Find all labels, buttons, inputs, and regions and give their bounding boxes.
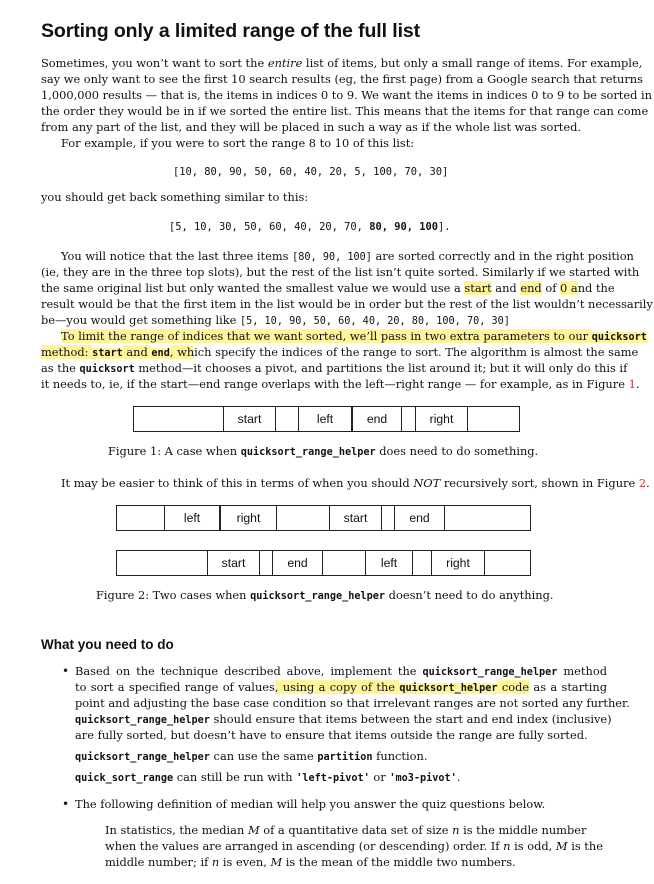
quote-line: middle number; if n is even, M is the mean of the middle two numbers. [105,855,516,869]
paragraph-line: result would be that the first item in the list would be in order but the rest of the list wouldn’t necessarily [41,297,653,311]
figure-1-diagram [133,406,520,432]
paragraph-line: you should get back something similar to this: [41,190,309,204]
bullet-line: quick_sort_range can still be run with 'left-pivot' or 'mo3-pivot'. [75,770,461,784]
paragraph-line: (ie, they are in the three top slots), but the rest of the list isn’t quite sorted. Similarly if we started with [41,265,640,279]
paragraph-line: from any part of the list, and they will be placed in such a way as if the whole list was sorted. [41,120,582,134]
figure-2-link[interactable]: 2 [638,476,647,490]
paragraph-line: To limit the range of indices that we want sorted, we’ll pass in two extra parameters to our quicksort [61,329,647,343]
range-label-start: start [329,505,382,531]
bullet-line: point and adjusting the base case condition so that irrelevant ranges are not sorted any further. [75,696,630,710]
bullet-line: are fully sorted, but doesn’t have to ensure that items outside the range are fully sorted. [75,728,588,742]
bullet-marker: • [62,664,70,678]
paragraph-line: You will notice that the last three items [80, 90, 100] are sorted correctly and in the right position [61,249,634,263]
figure-2-diagram-row-1 [116,505,531,531]
range-label-left: left [365,550,413,576]
bullet-line: Based on the technique described above, implement the quicksort_range_helper method [75,664,607,678]
range-label-end: end [394,505,445,531]
range-label-left: left [164,505,220,531]
range-label-right: right [220,505,277,531]
bullet-line: to sort a specified range of values, using a copy of the quicksort_helper code as a starting [75,680,608,694]
paragraph-line: method: start and end, which specify the indices of the range to sort. The algorithm is almost the same [41,345,639,359]
bullet-line: The following definition of median will help you answer the quiz questions below. [75,797,546,811]
bullet-line: quicksort_range_helper can use the same partition function. [75,749,428,763]
figure-2-caption: Figure 2: Two cases when quicksort_range_helper doesn’t need to do anything. [96,588,554,602]
quote-line: In statistics, the median M of a quantitative data set of size n is the middle number [105,823,587,837]
page-title: Sorting only a limited range of the full list [41,20,421,42]
range-label-end: end [272,550,323,576]
range-label-right: right [415,406,468,432]
range-label-end: end [352,406,402,432]
bullet-line: quicksort_range_helper should ensure that items between the start and end index (inclusive) [75,712,612,726]
section-heading: What you need to do [41,637,174,652]
range-label-start: start [223,406,276,432]
code-list-original: [10, 80, 90, 50, 60, 40, 20, 5, 100, 70, 30] [173,166,449,178]
figure-1-link[interactable]: 1 [628,377,636,391]
paragraph-line: For example, if you were to sort the range 8 to 10 of this list: [61,136,415,150]
paragraph-line: the same original list but only wanted the smallest value we would use a start and end of 0 and the [41,281,615,295]
figure-2-diagram-row-2 [116,550,531,576]
paragraph-line: It may be easier to think of this in terms of when you should NOT recursively sort, shown in Figure 2. [61,476,650,490]
range-label-start: start [207,550,260,576]
paragraph-line: it needs to, ie, if the start—end range overlaps with the left—right range — for example, as in Figure 1. [41,377,640,391]
paragraph-line: be—you would get something like [5, 10, 90, 50, 60, 40, 20, 80, 100, 70, 30] [41,313,510,327]
bullet-marker: • [62,797,70,811]
code-list-result: [5, 10, 30, 50, 60, 40, 20, 70, 80, 90, 100]. [169,221,451,233]
paragraph-line: say we only want to see the first 10 search results (eg, the first page) from a Google search that returns [41,72,643,86]
paragraph-line: the order they would be in if we sorted the entire list. This means that the items for that range can come [41,104,649,118]
paragraph-line: 1,000,000 results — that is, the items in indices 0 to 9. We want the items in indices 0 to 9 to be sorted in [41,88,652,102]
paragraph-line: as the quicksort method—it chooses a pivot, and partitions the list around it; but it will only do this if [41,361,628,375]
quote-line: when the values are arranged in ascending (or descending) order. If n is odd, M is the [105,839,603,853]
paragraph-line: Sometimes, you won’t want to sort the entire list of items, but only a small range of items. For example, [41,56,643,70]
figure-1-caption: Figure 1: A case when quicksort_range_helper does need to do something. [108,444,539,458]
range-label-right: right [431,550,485,576]
range-label-left: left [298,406,352,432]
